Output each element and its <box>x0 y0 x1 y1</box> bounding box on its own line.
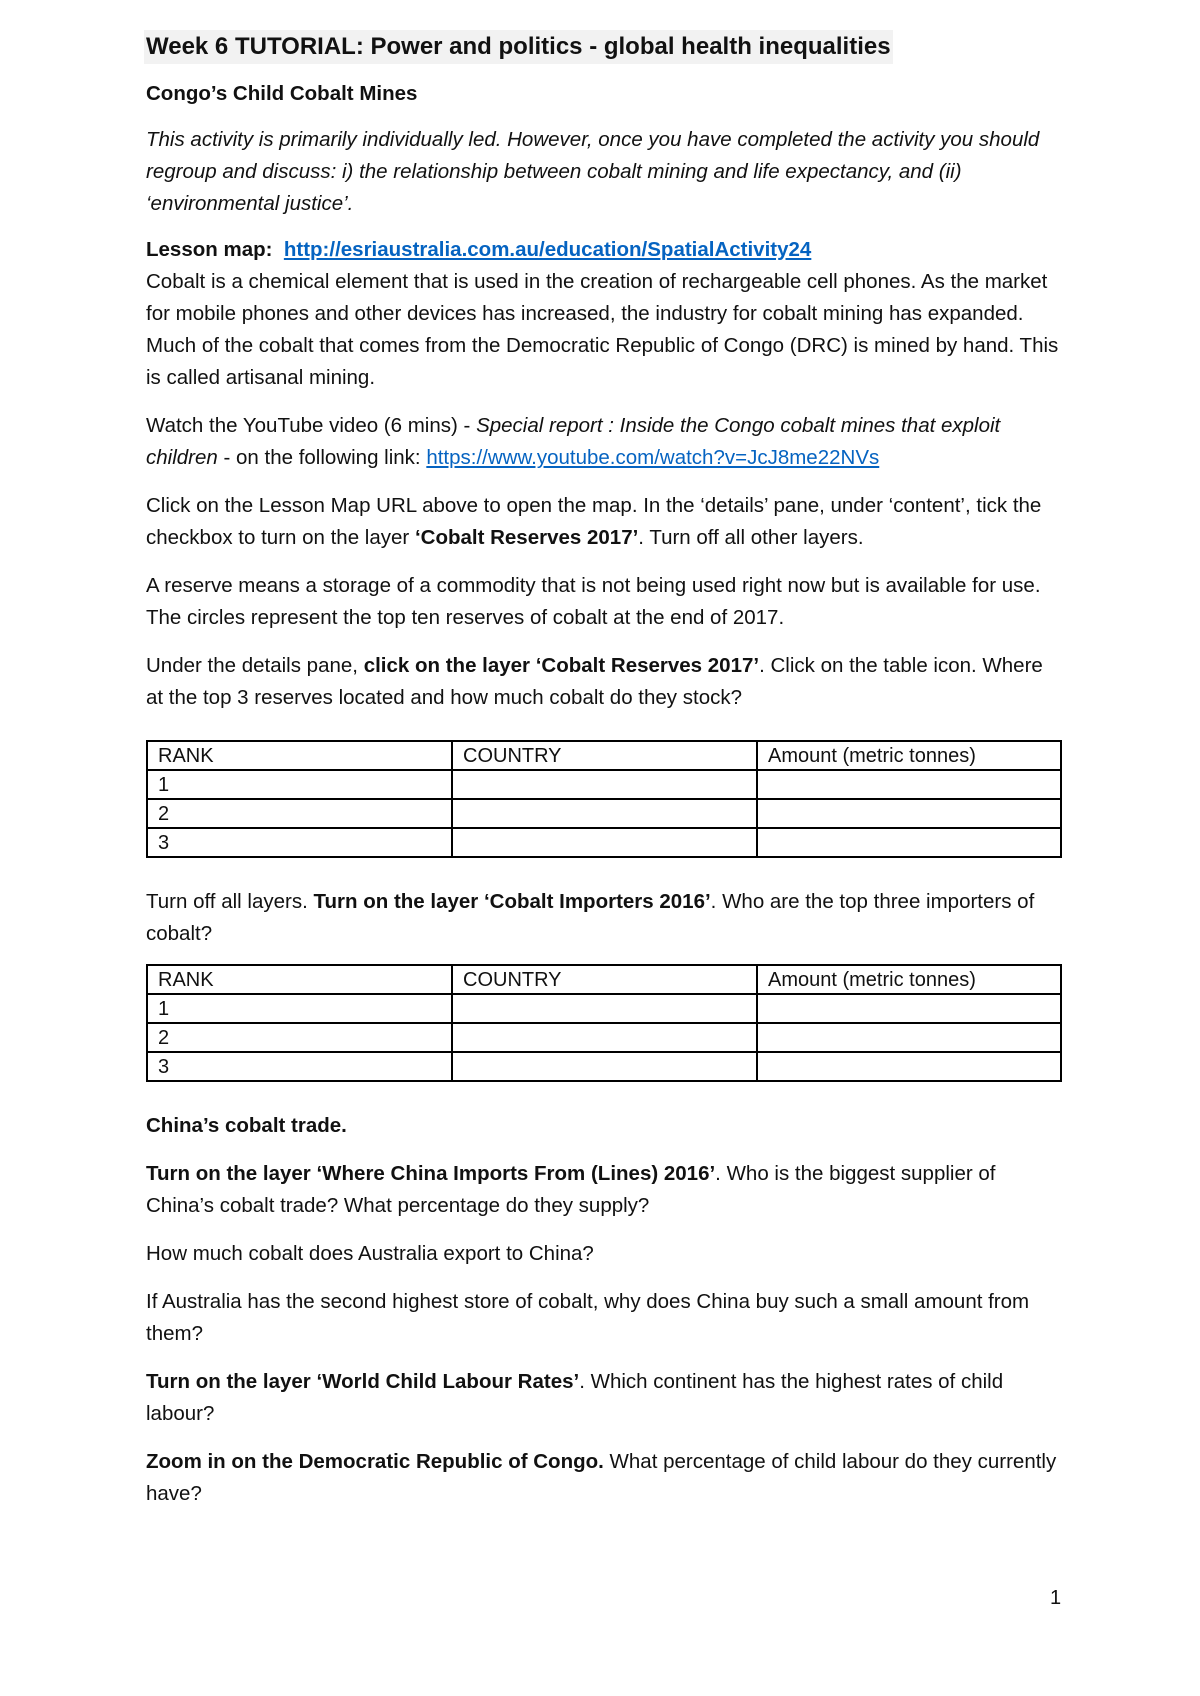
rank-cell: 1 <box>147 994 452 1023</box>
country-cell[interactable] <box>452 770 757 799</box>
country-cell[interactable] <box>452 1052 757 1081</box>
question-text: Under the details pane, <box>146 654 364 677</box>
country-cell[interactable] <box>452 828 757 857</box>
country-cell[interactable] <box>452 799 757 828</box>
table-row <box>147 799 1061 828</box>
country-cell[interactable] <box>452 1023 757 1052</box>
header-amount: Amount (metric tonnes) <box>757 741 1061 770</box>
rank-cell: 3 <box>147 1052 452 1081</box>
video-link[interactable]: https://www.youtube.com/watch?v=JcJ8me22NVs <box>426 446 880 469</box>
page-title <box>146 30 1062 64</box>
china-question <box>146 1158 1062 1222</box>
video-paragraph <box>146 410 1062 474</box>
header-country: COUNTRY <box>452 741 757 770</box>
congo-question <box>146 1446 1062 1510</box>
table-header-row <box>147 741 1061 770</box>
header-country: COUNTRY <box>452 965 757 994</box>
china-heading: China’s cobalt trade. <box>146 1114 347 1137</box>
question-text-end: . Who are the top three importers of cobalt? <box>146 890 1035 945</box>
lesson-map-link[interactable]: http://esriaustralia.com.au/education/SpatialActivity24 <box>283 238 812 261</box>
reserves-table <box>146 740 1062 858</box>
question-bold: Zoom in on the Democratic Republic of Congo. <box>146 1450 604 1473</box>
table-row <box>147 1023 1061 1052</box>
reserve-definition: A reserve means a storage of a commodity that is not being used right now but is available for use. The circles represent the top ten reserves of cobalt at the end of 2017. <box>146 574 1041 629</box>
question-text: Turn off all layers. <box>146 890 314 913</box>
lesson-map-instructions <box>146 490 1062 554</box>
instruction-bold: ‘Cobalt Reserves 2017’ <box>414 526 639 549</box>
table-row <box>147 994 1061 1023</box>
importers-table <box>146 964 1062 1082</box>
video-middle: - on the following link: <box>217 446 427 469</box>
header-rank: RANK <box>147 741 452 770</box>
rank-cell: 2 <box>147 1023 452 1052</box>
table-row <box>147 1052 1061 1081</box>
video-title: Special report : Inside the Congo cobalt mines that exploit children <box>146 414 1001 469</box>
country-cell[interactable] <box>452 994 757 1023</box>
cobalt-intro-paragraph: Cobalt is a chemical element that is used in the creation of rechargeable cell phones. As the market for mobile phones and other devices has increased, the industry for cobalt mining has expanded. Much of the cobalt that comes from the Democratic Republic of Congo (DRC) is mined by hand. This is called artisanal mining. <box>146 270 1059 389</box>
instruction-text: Click on the Lesson Map URL above to open the map. In the ‘details’ pane, under ‘content’, tick the checkbox to turn on the layer <box>146 494 1042 549</box>
rank-cell: 1 <box>147 770 452 799</box>
australia-question-2: If Australia has the second highest store of cobalt, why does China buy such a small amount from them? <box>146 1290 1030 1345</box>
section-subtitle: Congo’s Child Cobalt Mines <box>146 82 418 105</box>
lesson-map-label: Lesson map: <box>146 238 273 261</box>
question-bold: Turn on the layer ‘Where China Imports From (Lines) 2016’ <box>146 1162 716 1185</box>
question-text: What percentage of child labour do they currently have? <box>146 1450 1057 1505</box>
document-page <box>146 30 1062 1510</box>
question-bold: Turn on the layer ‘Cobalt Importers 2016’ <box>313 890 711 913</box>
video-prefix: Watch the YouTube video (6 mins) - <box>146 414 477 437</box>
question-text: . Which continent has the highest rates of child labour? <box>146 1370 1004 1425</box>
question-bold: click on the layer ‘Cobalt Reserves 2017’ <box>363 654 760 677</box>
australia-question: How much cobalt does Australia export to China? <box>146 1242 594 1265</box>
table-row <box>147 770 1061 799</box>
header-amount: Amount (metric tonnes) <box>757 965 1061 994</box>
instruction-text-end: . Turn off all other layers. <box>638 526 864 549</box>
child-labour-question <box>146 1366 1062 1430</box>
amount-cell[interactable] <box>757 770 1061 799</box>
intro-paragraph: This activity is primarily individually led. However, once you have completed the activity you should regroup and discuss: i) the relationship between cobalt mining and life expectancy, and (ii) ‘environmental justice’. <box>146 128 1040 215</box>
question-bold: Turn on the layer ‘World Child Labour Rates’ <box>146 1370 580 1393</box>
reserves-question <box>146 650 1062 714</box>
title-text: Week 6 TUTORIAL: Power and politics - global health inequalities <box>144 30 893 64</box>
header-rank: RANK <box>147 965 452 994</box>
lesson-map-line <box>146 234 1062 266</box>
importers-question <box>146 886 1062 950</box>
amount-cell[interactable] <box>757 1023 1061 1052</box>
amount-cell[interactable] <box>757 828 1061 857</box>
amount-cell[interactable] <box>757 994 1061 1023</box>
table-header-row <box>147 965 1061 994</box>
question-text-end: . Click on the table icon. Where at the top 3 reserves located and how much cobalt do they stock? <box>146 654 1043 709</box>
table-row <box>147 828 1061 857</box>
amount-cell[interactable] <box>757 799 1061 828</box>
question-text: . Who is the biggest supplier of China’s cobalt trade? What percentage do they supply? <box>146 1162 996 1217</box>
page-number: 1 <box>1050 1587 1062 1609</box>
amount-cell[interactable] <box>757 1052 1061 1081</box>
rank-cell: 3 <box>147 828 452 857</box>
rank-cell: 2 <box>147 799 452 828</box>
